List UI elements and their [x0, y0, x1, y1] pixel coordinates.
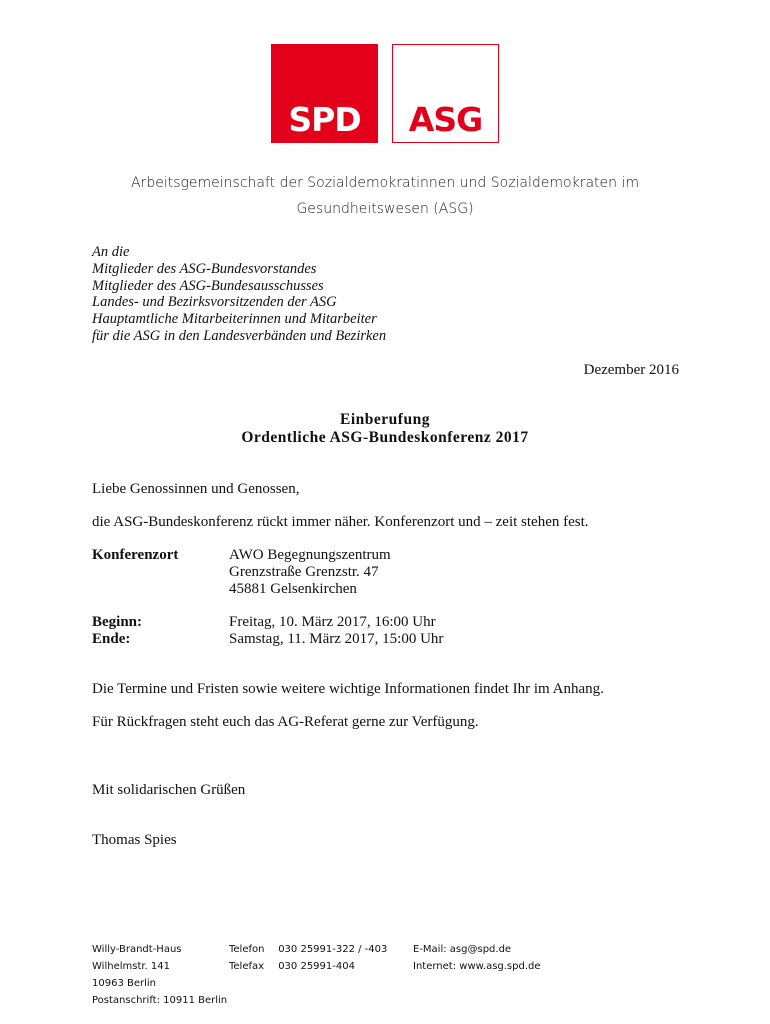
asg-logo: ASG	[392, 44, 499, 143]
footer-contact-block	[413, 941, 541, 975]
fax-label: Telefax	[229, 961, 265, 972]
letter-title: Einberufung	[340, 411, 430, 428]
footer-phone-block	[229, 941, 387, 975]
recipient-line: Mitglieder des ASG-Bundesausschusses	[92, 277, 324, 294]
phone-number: 030 25991-322 / -403	[278, 944, 388, 955]
recipient-line: An die	[92, 244, 130, 260]
venue-line: AWO Begegnungszentrum	[229, 547, 391, 563]
salutation: Liebe Genossinnen und Genossen,	[92, 481, 300, 497]
venue-address	[229, 547, 391, 598]
org-name-line1: Arbeitsgemeinschaft der Sozialdemokratinnen und Sozialdemokraten im	[130, 175, 639, 191]
info-paragraph: Die Termine und Fristen sowie weitere wichtige Informationen findet Ihr im Anhang.	[92, 681, 604, 697]
org-name-line2: Gesundheitswesen (ASG)	[296, 201, 474, 217]
closing: Mit solidarischen Grüßen	[92, 782, 246, 798]
letter-subtitle: Ordentliche ASG-Bundeskonferenz 2017	[241, 429, 529, 446]
signature: Thomas Spies	[92, 832, 177, 848]
start-value: Freitag, 10. März 2017, 16:00 Uhr	[229, 614, 436, 630]
questions-paragraph: Für Rückfragen steht euch das AG-Referat gerne zur Verfügung.	[92, 714, 479, 730]
recipient-line: Landes- und Bezirksvorsitzenden der ASG	[92, 294, 337, 311]
recipient-block	[92, 244, 386, 345]
footer-address-line: Willy-Brandt-Haus	[92, 944, 182, 955]
web-link[interactable]: www.asg.spd.de	[459, 961, 541, 972]
footer-address-line: Wilhelmstr. 141	[92, 961, 171, 972]
intro-paragraph: die ASG-Bundeskonferenz rückt immer näher. Konferenzort und – zeit stehen fest.	[92, 514, 589, 530]
end-value: Samstag, 11. März 2017, 15:00 Uhr	[229, 631, 444, 647]
recipient-line: Hauptamtliche Mitarbeiterinnen und Mitarbeiter	[92, 311, 377, 328]
footer-address-line: 10963 Berlin	[92, 978, 157, 989]
spd-logo: SPD	[271, 44, 378, 143]
web-label: Internet:	[413, 961, 457, 972]
fax-number: 030 25991-404	[278, 961, 355, 972]
start-label: Beginn:	[92, 614, 143, 630]
venue-label: Konferenzort	[92, 547, 179, 563]
venue-line: Grenzstraße Grenzstr. 47	[229, 564, 379, 580]
email-link[interactable]: asg@spd.de	[449, 944, 512, 955]
email-label: E-Mail:	[413, 944, 447, 955]
footer-address	[92, 941, 227, 1009]
letter-date: Dezember 2016	[583, 362, 679, 378]
end-label: Ende:	[92, 631, 131, 647]
venue-line: 45881 Gelsenkirchen	[229, 581, 357, 597]
phone-label: Telefon	[229, 944, 265, 955]
recipient-line: Mitglieder des ASG-Bundesvorstandes	[92, 260, 317, 277]
recipient-line: für die ASG in den Landesverbänden und Bezirken	[92, 327, 387, 344]
footer-address-line: Postanschrift: 10911 Berlin	[92, 995, 228, 1006]
